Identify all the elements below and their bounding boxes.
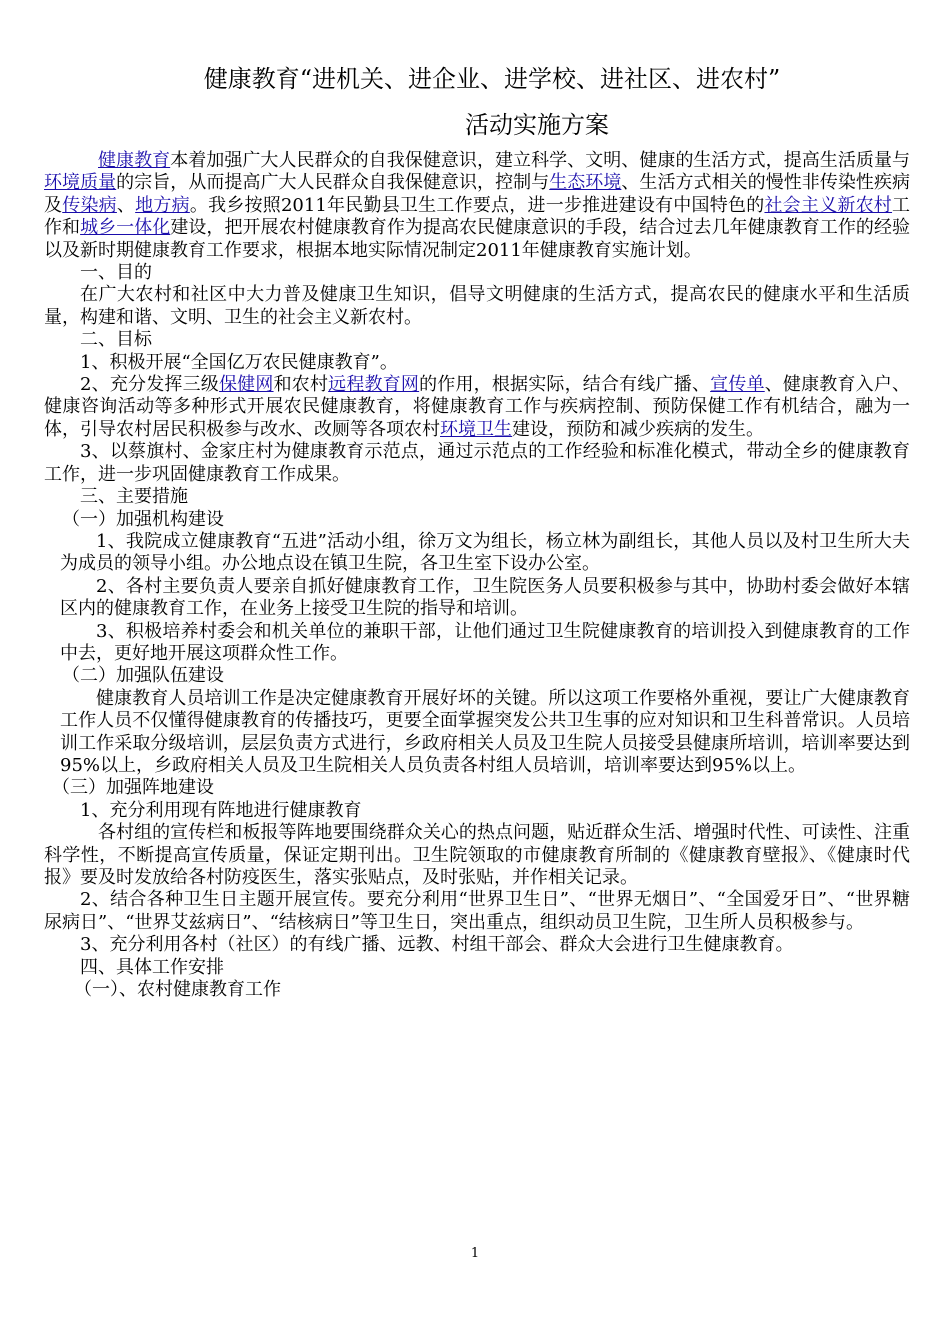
document-title-line1: 健康教育“进机关、进企业、进学校、进社区、进农村” xyxy=(203,65,781,93)
intro-text-7: 建设，把开展农村健康教育作为提高农民健康意识的手段，结合过去几年健康教育工作的经验以及新时期健康教育工作要求，根据本地实际情况制定2011年健康教育实施计划。 xyxy=(44,217,911,261)
intro-text-6: 工作和 xyxy=(44,194,911,239)
intro-paragraph xyxy=(44,150,910,262)
section-3-sub-1-p2: 2、各村主要负责人要亲自抓好健康教育工作，卫生院医务人员要积极参与其中，协助村委会做好本辖区内的健康教育工作，在业务上接受卫生院的指导和培训。 xyxy=(60,575,910,620)
link-health-care-network[interactable]: 保健网 xyxy=(218,374,274,396)
section-1-body: 在广大农村和社区中大力普及健康卫生知识，倡导文明健康的生活方式，提高农民的健康水平和生活质量，构建和谐、文明、卫生的社会主义新农村。 xyxy=(44,284,910,328)
link-ecological-environment[interactable]: 生态环境 xyxy=(549,172,622,194)
section-2-item-3: 3、以蔡旗村、金家庄村为健康教育示范点，通过示范点的工作经验和标准化模式，带动全乡的健康教育工作，进一步巩固健康教育工作成果。 xyxy=(44,441,910,485)
section-2-item-1: 1、积极开展“全国亿万农民健康教育”。 xyxy=(80,351,398,373)
link-infectious-disease[interactable]: 传染病 xyxy=(62,194,117,216)
item2-text-3: 的作用，根据实际，结合有线广播、 xyxy=(419,374,711,396)
page-number: 1 xyxy=(470,1246,480,1261)
intro-text-4: 、 xyxy=(116,194,136,216)
section-3-sub-3-p1-body: 各村组的宣传栏和板报等阵地要围绕群众关心的热点问题，贴近群众生活、增强时代性、可读性、注重科学性，不断提高宣传质量，保证定期刊出。卫生院领取的市健康教育所制的《健康教育壁报》、《健康时代报》要及时发放给各村防疫医生，落实张贴点，及时张贴，并作相关记录。 xyxy=(44,822,910,888)
link-urban-rural-integration[interactable]: 城乡一体化 xyxy=(80,217,171,239)
intro-text-5: 。我乡按照2011年民勤县卫生工作要点，进一步推进建设有中国特色的 xyxy=(189,194,765,216)
section-3-heading: 三、主要措施 xyxy=(80,486,188,508)
section-3-sub-3-p1: 1、充分利用现有阵地进行健康教育 xyxy=(80,799,362,821)
link-new-socialist-countryside[interactable]: 社会主义新农村 xyxy=(764,194,893,216)
section-2-item-2 xyxy=(44,374,910,441)
section-3-sub-2-p1: 健康教育人员培训工作是决定健康教育开展好坏的关键。所以这项工作要格外重视，要让广大健康教育工作人员不仅懂得健康教育的传播技巧，更要全面掌握突发公共卫生事的应对知识和卫生科普常识。人员培训工作采取分级培训，层层负责方式进行，乡政府相关人员及卫生院人员接受县健康所培训，培训率要达到95%以上，乡政府相关人员及卫生院相关人员负责各村组人员培训，培训率要达到95%以上。 xyxy=(60,687,910,776)
document-page xyxy=(44,56,910,1001)
link-remote-education-network[interactable]: 远程教育网 xyxy=(328,374,420,396)
section-3-sub-1-body xyxy=(44,531,910,665)
section-3-sub-1-heading: （一）加强机构建设 xyxy=(62,508,224,530)
section-3-sub-2-body xyxy=(44,688,910,778)
intro-text-2: 的宗旨，从而提高广大人民群众自我保健意识，控制与 xyxy=(116,172,550,194)
section-2-heading: 二、目标 xyxy=(80,329,152,351)
item2-text-1: 2、充分发挥三级 xyxy=(80,374,219,396)
section-3-sub-3-p3: 3、充分利用各村（社区）的有线广播、远教、村组干部会、群众大会进行卫生健康教育。 xyxy=(80,934,794,956)
item2-text-2: 和农村 xyxy=(273,374,329,396)
document-title-line2: 活动实施方案 xyxy=(465,111,609,139)
link-environmental-sanitation[interactable]: 环境卫生 xyxy=(440,418,512,440)
section-1-heading: 一、目的 xyxy=(80,262,152,284)
link-health-education[interactable]: 健康教育 xyxy=(98,150,171,171)
section-4-heading: 四、具体工作安排 xyxy=(80,956,224,978)
link-environment-quality[interactable]: 环境质量 xyxy=(44,172,117,194)
document-body xyxy=(44,150,910,1001)
item2-text-4: 、健康教育入户、健康咨询活动等多种形式开展农民健康教育，将健康教育工作与疾病控制、预防保健工作有机结合，融为一体，引导农村居民积极参与改水、改厕等各项农村 xyxy=(44,374,911,440)
section-3-sub-1-p3: 3、积极培养村委会和机关单位的兼职干部，让他们通过卫生院健康教育的培训投入到健康教育的工作中去，更好地开展这项群众性工作。 xyxy=(60,620,910,664)
section-3-sub-2-heading: （二）加强队伍建设 xyxy=(62,665,224,687)
intro-text-3: 、生活方式相关的慢性非传染性疾病及 xyxy=(44,172,911,216)
section-4-sub-1-heading: （一）、农村健康教育工作 xyxy=(74,979,281,1001)
link-endemic-disease[interactable]: 地方病 xyxy=(135,194,190,216)
section-3-sub-3-heading: （三）加强阵地建设 xyxy=(52,777,214,799)
intro-text-1: 本着加强广大人民群众的自我保健意识，建立科学、文明、健康的生活方式，提高生活质量与 xyxy=(170,150,911,171)
section-3-sub-1-p1: 1、我院成立健康教育“五进”活动小组，徐万文为组长，杨立林为副组长，其他人员以及村卫生所大夫为成员的领导小组。办公地点设在镇卫生院，各卫生室下设办公室。 xyxy=(60,530,910,575)
section-3-sub-3-p2: 2、结合各种卫生日主题开展宣传。要充分利用“世界卫生日”、“世界无烟日”、“全国爱牙日”、“世界糖尿病日”、“世界艾兹病日”、“结核病日”等卫生日，突出重点，组织动员卫生院，卫生所人员积极参与。 xyxy=(44,889,910,933)
item2-text-5: 建设，预防和减少疾病的发生。 xyxy=(512,418,764,440)
link-leaflet[interactable]: 宣传单 xyxy=(710,374,765,396)
